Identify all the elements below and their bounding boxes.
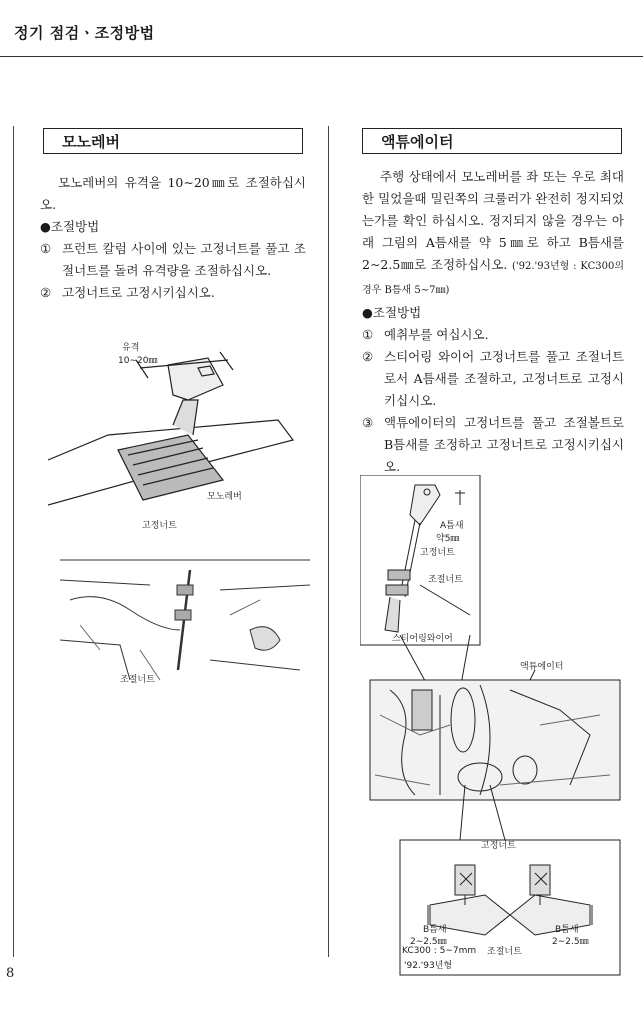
step-number: ② <box>362 349 374 364</box>
right-intro: 주행 상태에서 모노레버를 좌 또는 우로 최대한 밀었을때 밀린쪽의 크룰러가 완전히 정지되었는가를 확인 하십시오. 정지되지 않을 경우는 아래 그림의 A틈새를 약 5㎜로 하고 B틈새를 2∼2.5㎜로 조정하십시오. <box>362 169 624 272</box>
left-step-2 <box>40 282 306 304</box>
left-intro: 모노레버의 유격을 10∼20㎜로 조절하십시오. <box>40 175 306 212</box>
center-column-rule <box>328 126 329 957</box>
fig2-lock-nut-label: 고정너트 <box>142 521 177 531</box>
left-step-1 <box>40 238 306 282</box>
header-rule <box>0 56 643 57</box>
rfig-adj-nut2-label: 조절너트 <box>487 947 522 957</box>
fig1-play-label: 유격 <box>122 343 140 353</box>
step-text: 스티어링 와이어 고정너트를 풀고 조절너트로서 A틈새를 조절하고, 고정너트로 고정시키십시오. <box>384 349 624 408</box>
right-step-3 <box>362 412 624 478</box>
page-header-title: 정기 점검ㆍ조정방법 <box>14 24 155 42</box>
lever-nut-illustration <box>60 530 310 700</box>
rfig-lock-nut2-label: 고정너트 <box>481 841 516 851</box>
left-column-rule <box>13 126 14 957</box>
rfig-lock-nut-label: 고정너트 <box>420 548 455 558</box>
rfig-wire-label: 스티어링와이어 <box>392 634 453 644</box>
right-intro-note: ('92.'93년형 : KC300의 경우 B틈새 5∼7㎜) <box>362 261 624 296</box>
fig2-adj-nut-label: 조절너트 <box>120 675 155 685</box>
right-text-block <box>362 166 624 478</box>
step-text: 액튜에이터의 고정너트를 풀고 조절볼트로 B틈새를 조정하고 고정너트로 고정시키십시오. <box>384 415 624 474</box>
right-step-2 <box>362 346 624 412</box>
step-text: 고정너트로 고정시키십시오. <box>62 285 215 300</box>
step-number: ③ <box>362 415 374 430</box>
rfig-adj-nut-label: 조절너트 <box>428 575 463 585</box>
rfig-a-value-label: 약5㎜ <box>436 534 460 544</box>
step-text: 예취부를 여십시오. <box>384 327 489 342</box>
left-text-block <box>40 172 306 304</box>
rfig-b-value-left-label: 2∼2.5㎜ <box>410 937 447 947</box>
mono-lever-illustration <box>48 340 308 510</box>
page-number: 8 <box>6 966 15 981</box>
rfig-b-note-year-label: '92.'93년형 <box>404 961 453 971</box>
step-text: 프런트 칼럼 사이에 있는 고정너트를 풀고 조절너트를 돌려 유격량을 조절하십시오. <box>62 241 306 278</box>
step-number: ① <box>362 327 374 342</box>
right-step-1 <box>362 324 624 346</box>
rfig-actuator-label: 액튜에이터 <box>520 662 564 672</box>
rfig-b-gap-left-label: B틈새 <box>423 925 447 935</box>
fig1-range-label: 10∼20㎜ <box>118 356 158 366</box>
rfig-b-gap-right-label: B틈새 <box>555 925 579 935</box>
left-section-heading: 모노레버 <box>43 128 303 154</box>
rfig-a-gap-label: A틈새 <box>440 521 464 531</box>
step-number: ② <box>40 285 52 300</box>
actuator-illustration <box>360 475 625 985</box>
rfig-b-value-right-label: 2∼2.5㎜ <box>552 937 589 947</box>
fig1-lever-label: 모노레버 <box>207 492 242 502</box>
step-number: ① <box>40 241 52 256</box>
right-method-label: ●조절방법 <box>362 305 422 320</box>
right-section-heading: 액튜에이터 <box>362 128 622 154</box>
left-method-label: ●조절방법 <box>40 219 100 234</box>
rfig-b-note-label: KC300 : 5∼7mm <box>402 946 477 956</box>
